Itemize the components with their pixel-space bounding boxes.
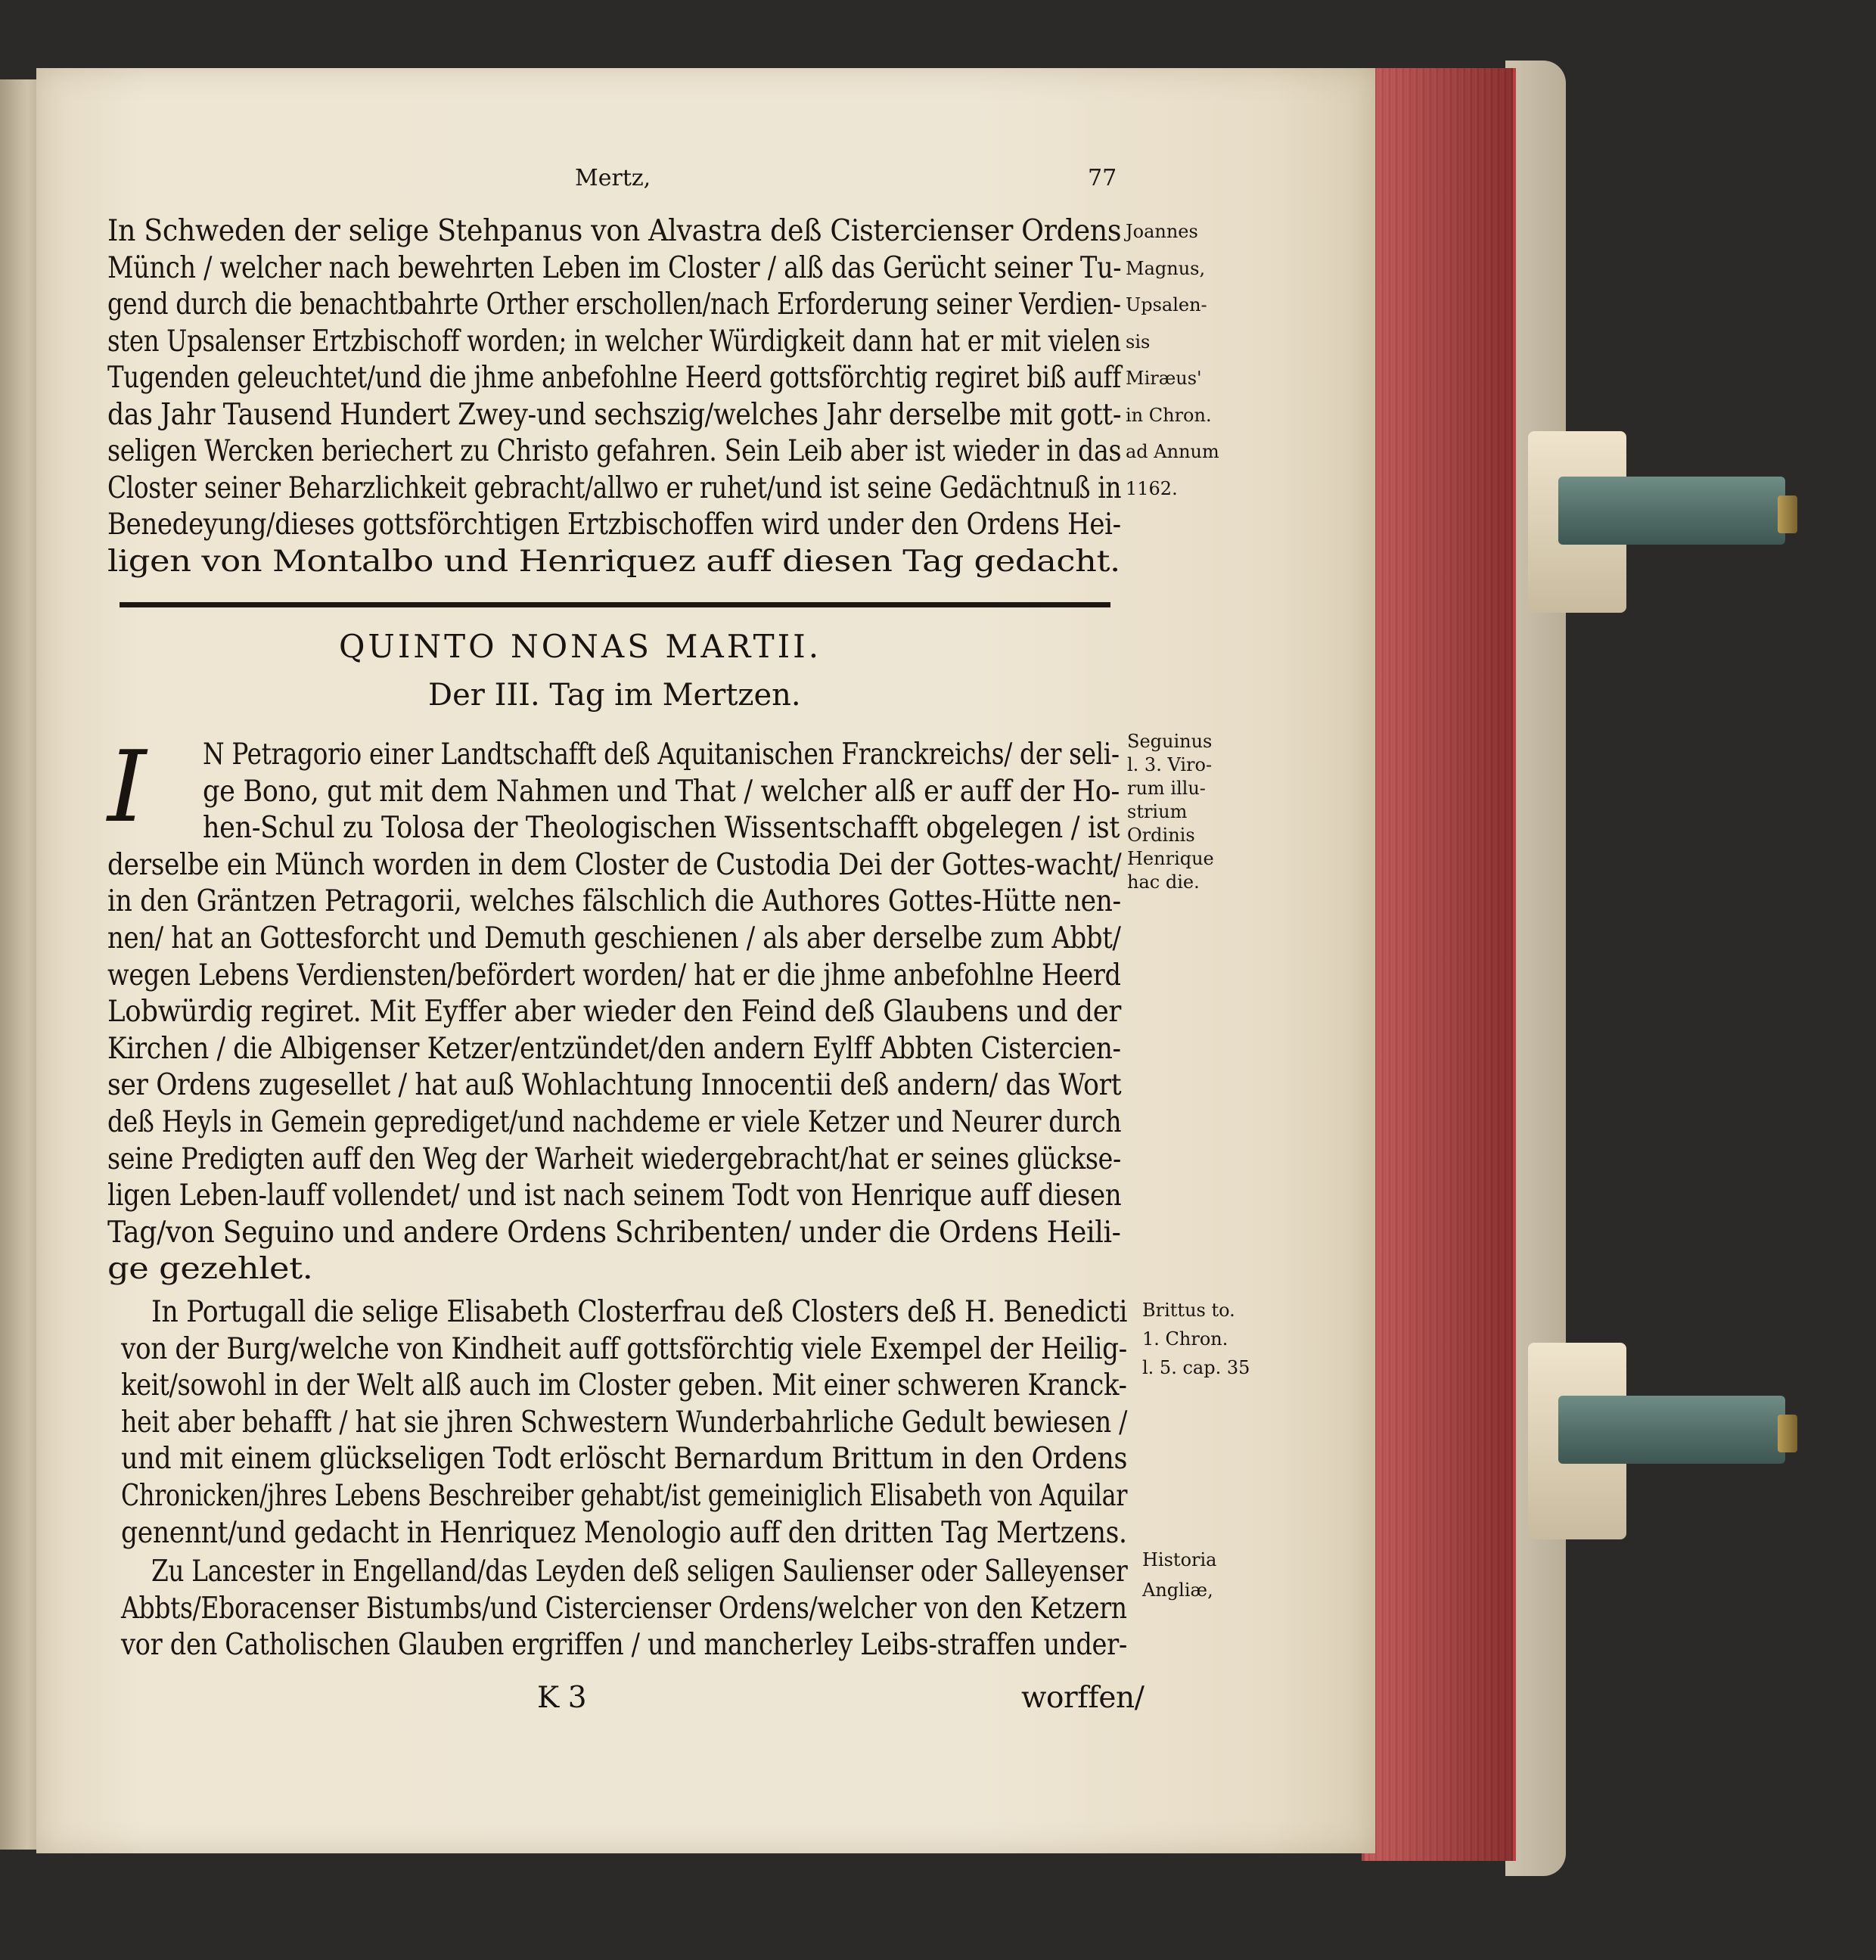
margin-note-line: ad Annum — [1126, 441, 1219, 462]
margin-note-line: Miræus' — [1126, 368, 1202, 389]
text-line: ge Bono, gut mit dem Nahmen und That / welcher alß er auff der Ho- — [203, 774, 1120, 809]
text-line: Tag/von Seguino und andere Ordens Schribenten/ under die Ordens Heili- — [107, 1215, 1121, 1250]
running-head: Mertz, — [575, 165, 651, 191]
drop-cap-initial: I — [107, 729, 147, 844]
margin-note-line: Joannes — [1126, 221, 1198, 242]
text-line: ligen Leben-lauff vollendet/ und ist nach seinem Todt von Henrique auff diesen — [107, 1179, 1122, 1213]
margin-note-line: rum illu- — [1127, 778, 1206, 799]
margin-note-line: Historia — [1142, 1549, 1217, 1570]
clasp-lower — [1528, 1343, 1778, 1464]
margin-note-line: in Chron. — [1126, 404, 1212, 426]
text-line: N Petragorio einer Landtschafft deß Aquitanischen Franckreichs/ der seli- — [203, 738, 1120, 772]
text-line: In Schweden der selige Stehpanus von Alvastra deß Cistercienser Ordens — [107, 214, 1122, 248]
margin-note-line: Henrique — [1127, 848, 1214, 869]
text-line: deß Heyls in Gemein geprediget/und nachdeme er viele Ketzer und Neurer durch — [107, 1105, 1122, 1139]
text-line: hen-Schul zu Tolosa der Theologischen Wissentschafft obgelegen / ist — [203, 811, 1120, 846]
margin-note-line: Angliæ, — [1142, 1579, 1213, 1601]
section-rule — [120, 602, 1110, 607]
text-line: Closter seiner Beharzlichkeit gebracht/allwo er ruhet/und ist seine Gedächtnuß in — [107, 471, 1122, 505]
page-number: 77 — [1088, 165, 1117, 191]
text-line: das Jahr Tausend Hundert Zwey-und sechszig/welches Jahr derselbe mit gott- — [107, 397, 1122, 432]
text-line: ge gezehlet. — [107, 1252, 313, 1287]
text-line: heit aber behafft / hat sie jhren Schwestern Wunderbahrliche Gedult bewiesen / — [121, 1405, 1128, 1440]
page-block-shade — [1362, 68, 1513, 1861]
text-line: wegen Lebens Verdiensten/befördert worden/ hat er die jhme anbefohlne Heerd — [107, 958, 1121, 992]
show-through-text — [946, 651, 954, 681]
section-subtitle: Der III. Tag im Mertzen. — [428, 678, 801, 713]
text-line: Chronicken/jhres Lebens Beschreiber gehabt/ist gemeiniglich Elisabeth von Aquilar — [121, 1479, 1128, 1513]
text-line: Zu Lancester in Engelland/das Leyden deß seligen Saulienser oder Salleyenser — [151, 1555, 1128, 1589]
margin-note-line: l. 5. cap. 35 — [1142, 1357, 1250, 1378]
text-line: vor den Catholischen Glauben ergriffen / und mancherley Leibs-straffen under- — [121, 1628, 1127, 1663]
text-line: Benedeyung/dieses gottsförchtigen Ertzbischoffen wird under den Ordens Hei- — [107, 508, 1121, 542]
margin-note-line: Magnus, — [1126, 257, 1206, 279]
margin-note-line: sis — [1126, 331, 1151, 353]
margin-note-line: 1. Chron. — [1142, 1328, 1228, 1350]
clasp-upper — [1528, 431, 1778, 552]
text-line: Lobwürdig regiret. Mit Eyffer aber wieder den Feind deß Glaubens und der — [107, 995, 1122, 1030]
text-line: ligen von Montalbo und Henriquez auff diesen Tag gedacht. — [107, 544, 1120, 579]
margin-note-line: Brittus to. — [1142, 1300, 1235, 1321]
margin-note-line: strium — [1127, 801, 1188, 822]
margin-note-line: Seguinus — [1127, 731, 1213, 752]
text-line: In Portugall die selige Elisabeth Closterfrau deß Closters deß H. Benedicti — [151, 1295, 1128, 1329]
text-line: Abbts/Eboracenser Bistumbs/und Cistercienser Ordens/welcher von den Ketzern — [121, 1591, 1127, 1626]
text-line: sten Upsalenser Ertzbischoff worden; in welcher Würdigkeit dann hat er mit vielen — [107, 324, 1121, 359]
text-line: Kirchen / die Albigenser Ketzer/entzündet/den andern Eylff Abbten Cistercien- — [107, 1031, 1121, 1066]
section-title: QUINTO NONAS MARTII. — [339, 628, 822, 665]
text-line: von der Burg/welche von Kindheit auff gottsförchtig viele Exempel der Heilig- — [121, 1331, 1127, 1366]
signature-mark: K 3 — [537, 1681, 587, 1715]
text-line: Münch / welcher nach bewehrten Leben im Closter / alß das Gerücht seiner Tu- — [107, 250, 1122, 285]
text-line: seine Predigten auff den Weg der Warheit wiedergebracht/hat er seines glückse- — [107, 1142, 1121, 1176]
text-line: derselbe ein Münch worden in dem Closter de Custodia Dei der Gottes-wacht/ — [107, 847, 1122, 882]
margin-note-line: 1162. — [1126, 477, 1178, 499]
text-line: seligen Wercken beriechert zu Christo gefahren. Sein Leib aber ist wieder in das — [107, 434, 1122, 468]
margin-note-line: hac die. — [1127, 871, 1200, 893]
catchword: worffen/ — [1021, 1681, 1145, 1715]
text-line: ser Ordens zugesellet / hat auß Wohlachtung Innocentii deß andern/ das Wort — [107, 1068, 1122, 1103]
text-line: Tugenden geleuchtet/und die jhme anbefohlne Heerd gottsförchtig regiret biß auff — [107, 361, 1121, 395]
margin-note-line: l. 3. Viro- — [1127, 754, 1213, 775]
text-line: nen/ hat an Gottesforcht und Demuth geschienen / als aber derselbe zum Abbt/ — [107, 921, 1121, 955]
margin-note-line: Upsalen- — [1126, 294, 1207, 315]
text-line: genennt/und gedacht in Henriquez Menologio auff den dritten Tag Mertzens. — [121, 1515, 1127, 1550]
text-line: gend durch die benachtbahrte Orther erschollen/nach Erforderung seiner Verdien- — [107, 287, 1121, 321]
text-line: keit/sowohl in der Welt alß auch im Closter geben. Mit einer schweren Kranck- — [121, 1368, 1127, 1403]
margin-note-line: Ordinis — [1127, 825, 1195, 846]
text-line: und mit einem glückseligen Todt erlöscht Bernardum Brittum in den Ordens — [121, 1442, 1128, 1477]
text-line: in den Gräntzen Petragorii, welches fälschlich die Authores Gottes-Hütte nen- — [107, 884, 1121, 919]
